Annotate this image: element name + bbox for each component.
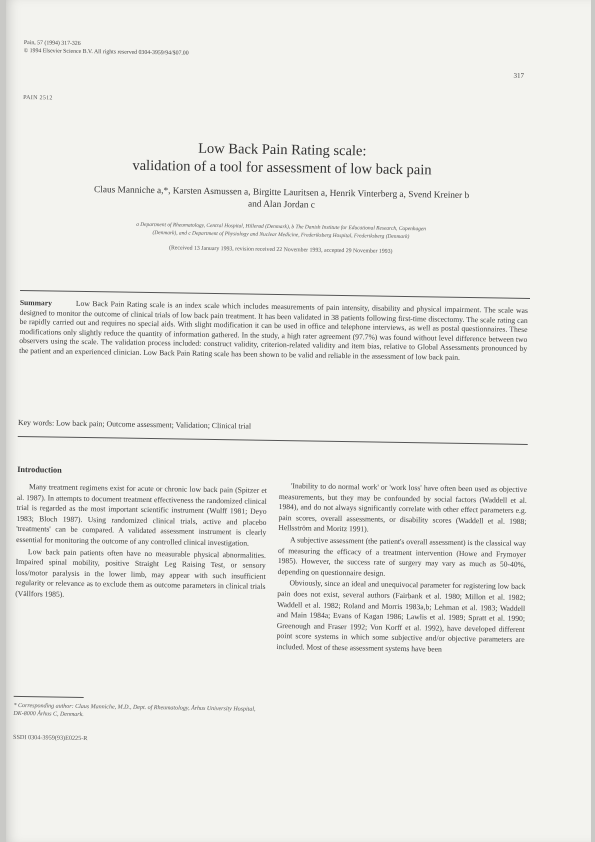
affiliations-line-1: a Department of Rheumatology, Central Hospital, Hillerød (Denmark), b The Danish Institute for Educational Research, Copenhagen <box>136 221 427 233</box>
paragraph: A subjective assessment (the patient's overall assessment) is the classical way of measuring the efficacy of a treatment intervention (Howe and Frymoyer 1985). However, the success rate of surgery may vary as much as 50-40%, depending on questionnaire design. <box>277 535 527 578</box>
journal-page <box>12 40 528 828</box>
received-dates: (Received 13 January 1993, revision received 22 November 1993, accepted 29 November 1993) <box>168 245 393 255</box>
author-list <box>21 183 541 215</box>
page-number: 317 <box>513 71 525 80</box>
summary-label: Summary <box>19 297 53 308</box>
paragraph: Low back pain patients often have no measurable physical abnormalities. Impaired spinal mobility, positive Straight Leg Raising Test, or sensory loss/motor paralysis in the lower limb, may appear with such insufficient regularity or relevance as to exclude them as outcome parameters in clinical trials (Vällfors 1985). <box>15 546 267 599</box>
article-title-line-2: validation of a tool for assessment of low back pain <box>132 157 432 179</box>
journal-header <box>24 40 189 58</box>
affiliations-line-2: (Denmark), and c Department of Physiology and Nuclear Medicine, Frederiksberg Hospital, Frederiksberg (Denmark) <box>152 229 410 240</box>
authors-line-1: Claus Manniche a,*, Karsten Asmussen a, Birgitte Lauritsen a, Henrik Vinterberg a, Svend Kreiner b <box>94 185 470 202</box>
paragraph: 'Inability to do normal work' or 'work loss' have often been used as objective measurements, but they may be confounded by social factors (Waddell et al. 1984), and do not always significantly correlate with other effect parameters e.g. pain scores, overall assessments, or disability scores (Waddell et al. 1988; Hellsström and Moritz 1991). <box>278 481 528 534</box>
keywords: Key words: Low back pain; Outcome assessment; Validation; Clinical trial <box>17 417 252 431</box>
summary-paragraph <box>19 298 528 364</box>
affiliations <box>21 220 541 243</box>
journal-citation: Pain, 57 (1994) 317-326 <box>23 40 81 47</box>
copyright-line: © 1994 Elsevier Science B.V. All rights reserved 0304-3959/94/$07.00 <box>23 47 189 57</box>
paragraph: Many treatment regimens exist for acute or chronic low back pain (Spitzer et al. 1987). In attempts to document treatment effectiveness the randomized clinical trial is regarded as the most important scientific instrument (Wulff 1981; Deyo 1983; Bloch 1987). Using randomized clinical trials, active and placebo 'treatments' can be compared. A validated assessment instrument is clearly essential for monitoring the outcome of any controlled clinical investigation. <box>16 482 268 548</box>
summary-top-rule <box>20 290 530 299</box>
page <box>6 0 591 842</box>
footnote-rule <box>14 696 84 698</box>
article-title-line-1: Low Back Pain Rating scale: <box>198 140 367 160</box>
title-block <box>22 137 543 181</box>
authors-line-2: and Alan Jordan c <box>247 199 315 211</box>
summary-text: Low Back Pain Rating scale is an index scale which includes measurements of pain intensity, disability and physical impairment. The scale was designed to monitor the outcome of clinical trials of low back pain treatment. It has been validated in 38 patients following first-time discectomy. The scale rating can be rapidly carried out and requires no special aids. With slight modification it can be used in office and telephone interviews, as well as postal questionnaires. These modifications only slightly reduce the quantity of information gathered. In the study, a high rater agreement (97.7%) was found without level difference between two observers using the scale. The validation process included: construct validity, criterion-related validity and item bias, relative to Global Assessments pronounced by the patient and an experienced clinician. Low Back Pain Rating scale has been shown to be valid and reliable in the assessment of low back pain. <box>19 298 528 362</box>
article-code: PAIN 2512 <box>23 94 53 102</box>
paragraph: Obviously, since an ideal and unequivocal parameter for registering low back pain does not exist, several authors (Fairbank et al. 1980; Millon et al. 1982; Waddell et al. 1982; Roland and Morris 1983a,b; Lehman et al. 1983; Waddell and Main 1984a; Evans of Kagan 1986; Lawlis et al. 1989; Spratt et al. 1990; Greenough and Fraser 1992; Von Korff et al. 1992), have developed different point score systems in which some subjective and/or objective parameters are included. Most of these assessment systems have been <box>276 578 526 654</box>
introduction-heading: Introduction <box>17 464 62 475</box>
keywords-bottom-rule <box>18 436 528 445</box>
right-column <box>276 481 527 657</box>
footnote: * Corresponding author: Claus Manniche, M.D., Dept. of Rheumatology, Århus University Hospital, DK-8000 Århus C, Denmark. <box>13 702 256 719</box>
ssdi-code: SSDI 0304-3959(93)E0225-R <box>12 733 88 743</box>
left-column <box>15 482 267 604</box>
